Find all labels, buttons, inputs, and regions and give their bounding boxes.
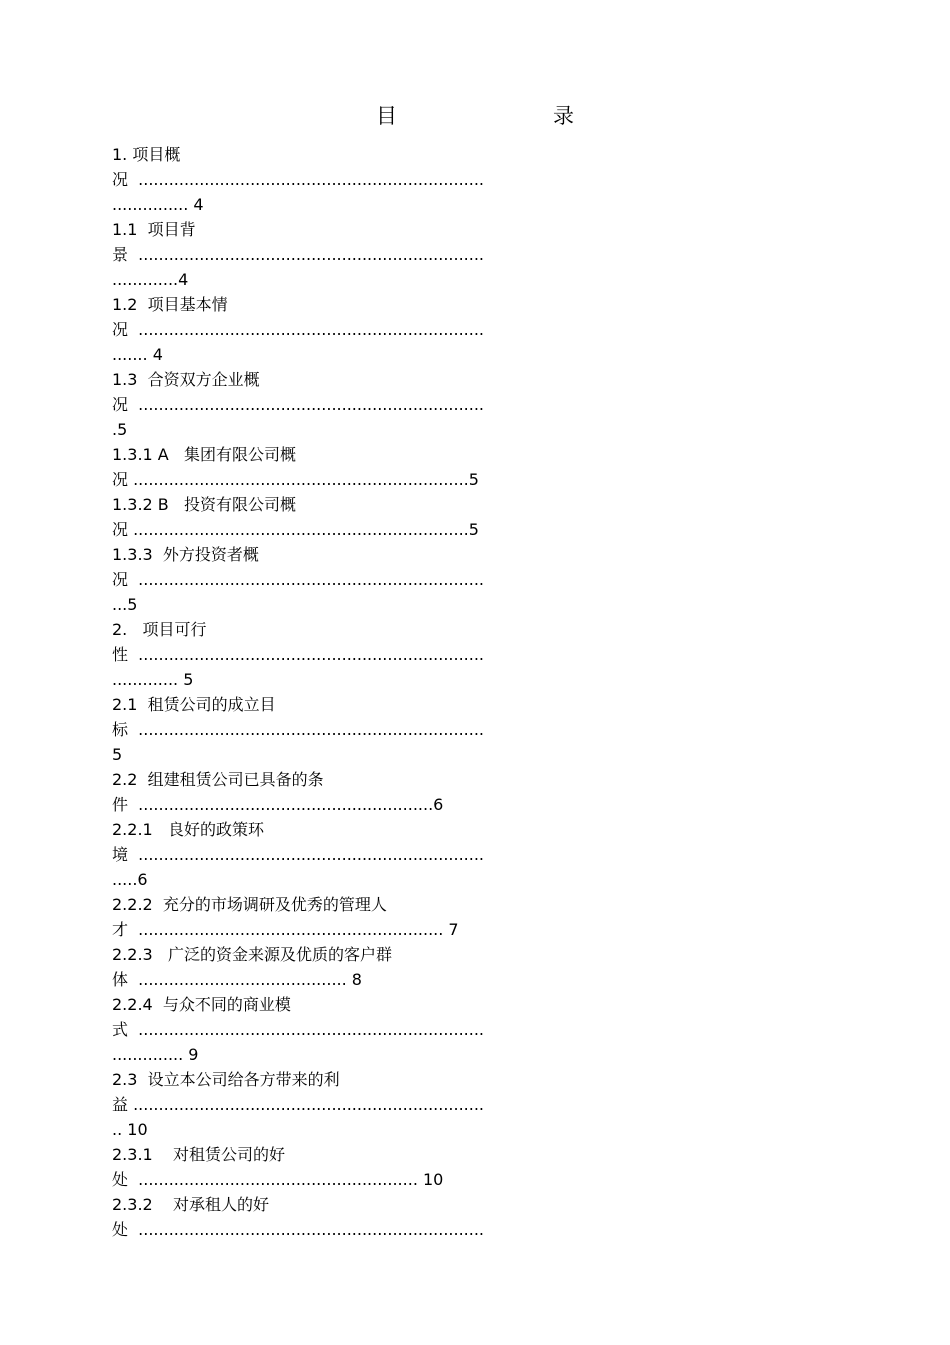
- toc-entry-heading: 2.3 设立本公司给各方带来的利: [112, 1070, 340, 1089]
- toc-entry[interactable]: [112, 767, 512, 817]
- toc-entry-leader: 况 ....................................................................: [112, 320, 485, 339]
- toc-entry[interactable]: [112, 1067, 512, 1142]
- toc-entry[interactable]: [112, 617, 512, 692]
- toc-entry[interactable]: [112, 367, 512, 442]
- toc-entry-leader: 况 ..................................................................5: [112, 520, 479, 539]
- toc-entry[interactable]: [112, 542, 512, 617]
- toc-entry-leader: 益 .....................................................................: [112, 1095, 485, 1114]
- toc-entry-leader: ....... 4: [112, 345, 163, 364]
- toc-entry-leader: 体 ......................................... 8: [112, 970, 362, 989]
- toc-entry[interactable]: [112, 992, 512, 1067]
- toc-entry[interactable]: [112, 492, 512, 542]
- toc-entry[interactable]: [112, 1142, 512, 1192]
- toc-entry[interactable]: [112, 692, 512, 767]
- toc-entry-heading: 1.1 项目背: [112, 220, 196, 239]
- toc-entry-leader: 性 ....................................................................: [112, 645, 485, 664]
- toc-entry-leader: .. 10: [112, 1120, 148, 1139]
- toc-entry-leader: 式 ....................................................................: [112, 1020, 485, 1039]
- toc-entry-leader: 才 ............................................................ 7: [112, 920, 459, 939]
- toc-entry[interactable]: [112, 292, 512, 367]
- toc-entry-leader: ............... 4: [112, 195, 204, 214]
- toc-entry-leader: 况 ..................................................................5: [112, 470, 479, 489]
- toc-entry-heading: 2.2.1 良好的政策环: [112, 820, 264, 839]
- toc-entry-leader: 处 ....................................................... 10: [112, 1170, 444, 1189]
- toc-entry-heading: 1.3.3 外方投资者概: [112, 545, 259, 564]
- toc-entry-heading: 2.2 组建租赁公司已具备的条: [112, 770, 324, 789]
- toc-entry-leader: 景 ....................................................................: [112, 245, 485, 264]
- toc-entry-heading: 1.3 合资双方企业概: [112, 370, 260, 389]
- toc-entry-heading: 1. 项目概: [112, 145, 181, 164]
- toc-entry-leader: 况 ....................................................................: [112, 170, 485, 189]
- toc-entry[interactable]: [112, 817, 512, 892]
- toc-entry[interactable]: [112, 1192, 512, 1242]
- toc-entry[interactable]: [112, 942, 512, 992]
- toc-entry-heading: 2.2.2 充分的市场调研及优秀的管理人: [112, 895, 387, 914]
- table-of-contents: [112, 142, 512, 1242]
- toc-entry[interactable]: [112, 892, 512, 942]
- toc-entry-leader: 标 ....................................................................: [112, 720, 485, 739]
- toc-entry-leader: .............4: [112, 270, 189, 289]
- toc-entry-heading: 1.3.1 A 集团有限公司概: [112, 445, 297, 464]
- toc-entry-leader: ............. 5: [112, 670, 194, 689]
- toc-entry-leader: .5: [112, 420, 128, 439]
- toc-entry-leader: 况 ....................................................................: [112, 570, 485, 589]
- toc-entry-leader: 5: [112, 745, 123, 764]
- toc-entry-heading: 2. 项目可行: [112, 620, 207, 639]
- toc-entry-leader: 处 ....................................................................: [112, 1220, 485, 1239]
- toc-entry-leader: .....6: [112, 870, 148, 889]
- toc-entry-leader: 件 ..........................................................6: [112, 795, 444, 814]
- toc-entry-heading: 2.1 租赁公司的成立目: [112, 695, 276, 714]
- toc-entry-leader: ...5: [112, 595, 138, 614]
- page-title: 目 录: [376, 104, 612, 128]
- toc-entry-heading: 1.2 项目基本情: [112, 295, 228, 314]
- toc-entry[interactable]: [112, 142, 512, 217]
- toc-entry-heading: 2.3.2 对承租人的好: [112, 1195, 270, 1214]
- toc-entry[interactable]: [112, 442, 512, 492]
- toc-entry-leader: .............. 9: [112, 1045, 199, 1064]
- toc-entry-heading: 2.3.1 对租赁公司的好: [112, 1145, 286, 1164]
- toc-entry-heading: 1.3.2 B 投资有限公司概: [112, 495, 297, 514]
- toc-entry-heading: 2.2.3 广泛的资金来源及优质的客户群: [112, 945, 392, 964]
- toc-entry-leader: 境 ....................................................................: [112, 845, 485, 864]
- toc-entry-leader: 况 ....................................................................: [112, 395, 485, 414]
- toc-entry-heading: 2.2.4 与众不同的商业模: [112, 995, 291, 1014]
- toc-entry[interactable]: [112, 217, 512, 292]
